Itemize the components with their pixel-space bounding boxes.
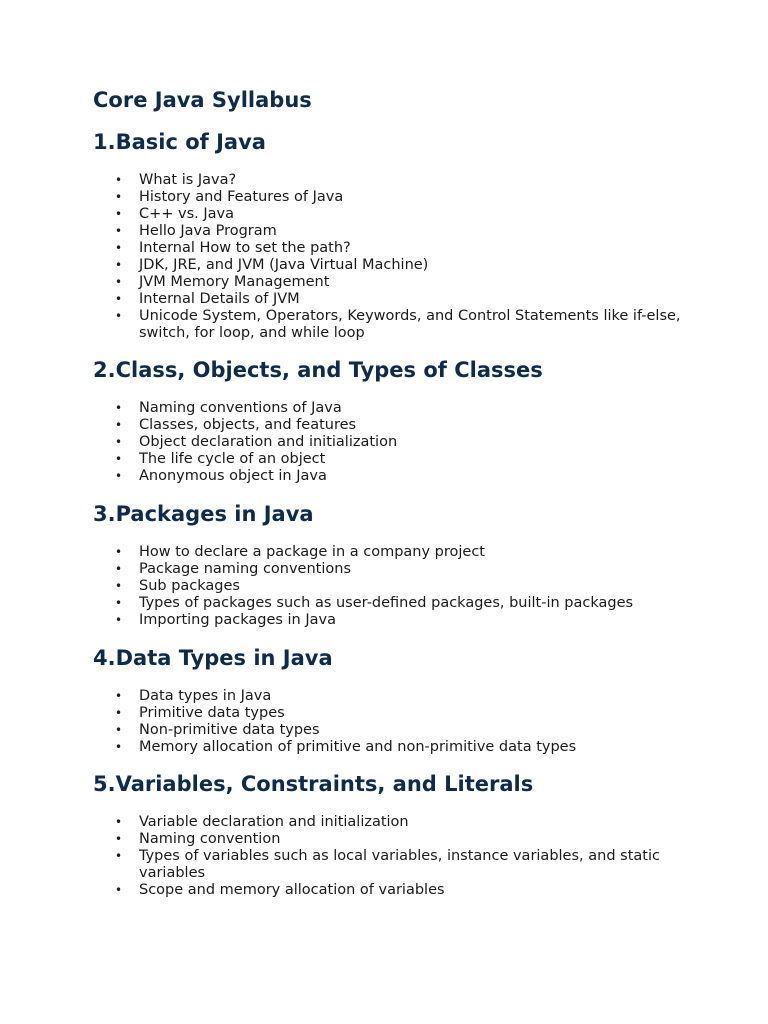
list-item: • Naming convention: [139, 831, 713, 848]
list-item: • Anonymous object in Java: [139, 468, 713, 485]
section-heading: 3.Packages in Java: [93, 502, 314, 526]
list-item: • Object declaration and initialization: [139, 434, 713, 451]
list-item: • Importing packages in Java: [139, 612, 713, 629]
list-item: • Primitive data types: [139, 705, 713, 722]
section-variables: [93, 768, 713, 899]
list-item: • Data types in Java: [139, 688, 713, 705]
list-item: • Memory allocation of primitive and non-primitive data types: [139, 739, 713, 756]
topic-list: [93, 544, 713, 629]
topic-list: [93, 814, 713, 899]
list-item: • Hello Java Program: [139, 223, 713, 240]
list-item: • Classes, objects, and features: [139, 417, 713, 434]
list-item: • Scope and memory allocation of variables: [139, 882, 713, 899]
list-item: • JVM Memory Management: [139, 274, 713, 291]
list-item: • Types of packages such as user-defined packages, built-in packages: [139, 595, 713, 612]
list-item: • Unicode System, Operators, Keywords, and Control Statements like if-else, switch, for loop, and while loop: [139, 308, 713, 342]
list-item: • Internal How to set the path?: [139, 240, 713, 257]
list-item: • C++ vs. Java: [139, 206, 713, 223]
section-heading: 2.Class, Objects, and Types of Classes: [93, 358, 543, 382]
list-item: • Internal Details of JVM: [139, 291, 713, 308]
list-item: • Non-primitive data types: [139, 722, 713, 739]
topic-list: [93, 172, 713, 342]
topic-list: [93, 688, 713, 756]
section-heading: 4.Data Types in Java: [93, 646, 333, 670]
document-title: Core Java Syllabus: [93, 88, 312, 112]
list-item: • History and Features of Java: [139, 189, 713, 206]
list-item: • Variable declaration and initialization: [139, 814, 713, 831]
section-class-objects: [93, 354, 713, 485]
list-item: • What is Java?: [139, 172, 713, 189]
section-heading: 5.Variables, Constraints, and Literals: [93, 772, 534, 796]
section-data-types: [93, 642, 713, 756]
list-item: • Naming conventions of Java: [139, 400, 713, 417]
section-basic-of-java: [93, 126, 713, 342]
list-item: • Types of variables such as local variables, instance variables, and static variables: [139, 848, 713, 882]
document-page: [93, 84, 713, 899]
list-item: • JDK, JRE, and JVM (Java Virtual Machine): [139, 257, 713, 274]
section-packages: [93, 498, 713, 629]
topic-list: [93, 400, 713, 485]
list-item: • How to declare a package in a company project: [139, 544, 713, 561]
list-item: • Sub packages: [139, 578, 713, 595]
section-heading: 1.Basic of Java: [93, 130, 266, 154]
list-item: • The life cycle of an object: [139, 451, 713, 468]
list-item: • Package naming conventions: [139, 561, 713, 578]
